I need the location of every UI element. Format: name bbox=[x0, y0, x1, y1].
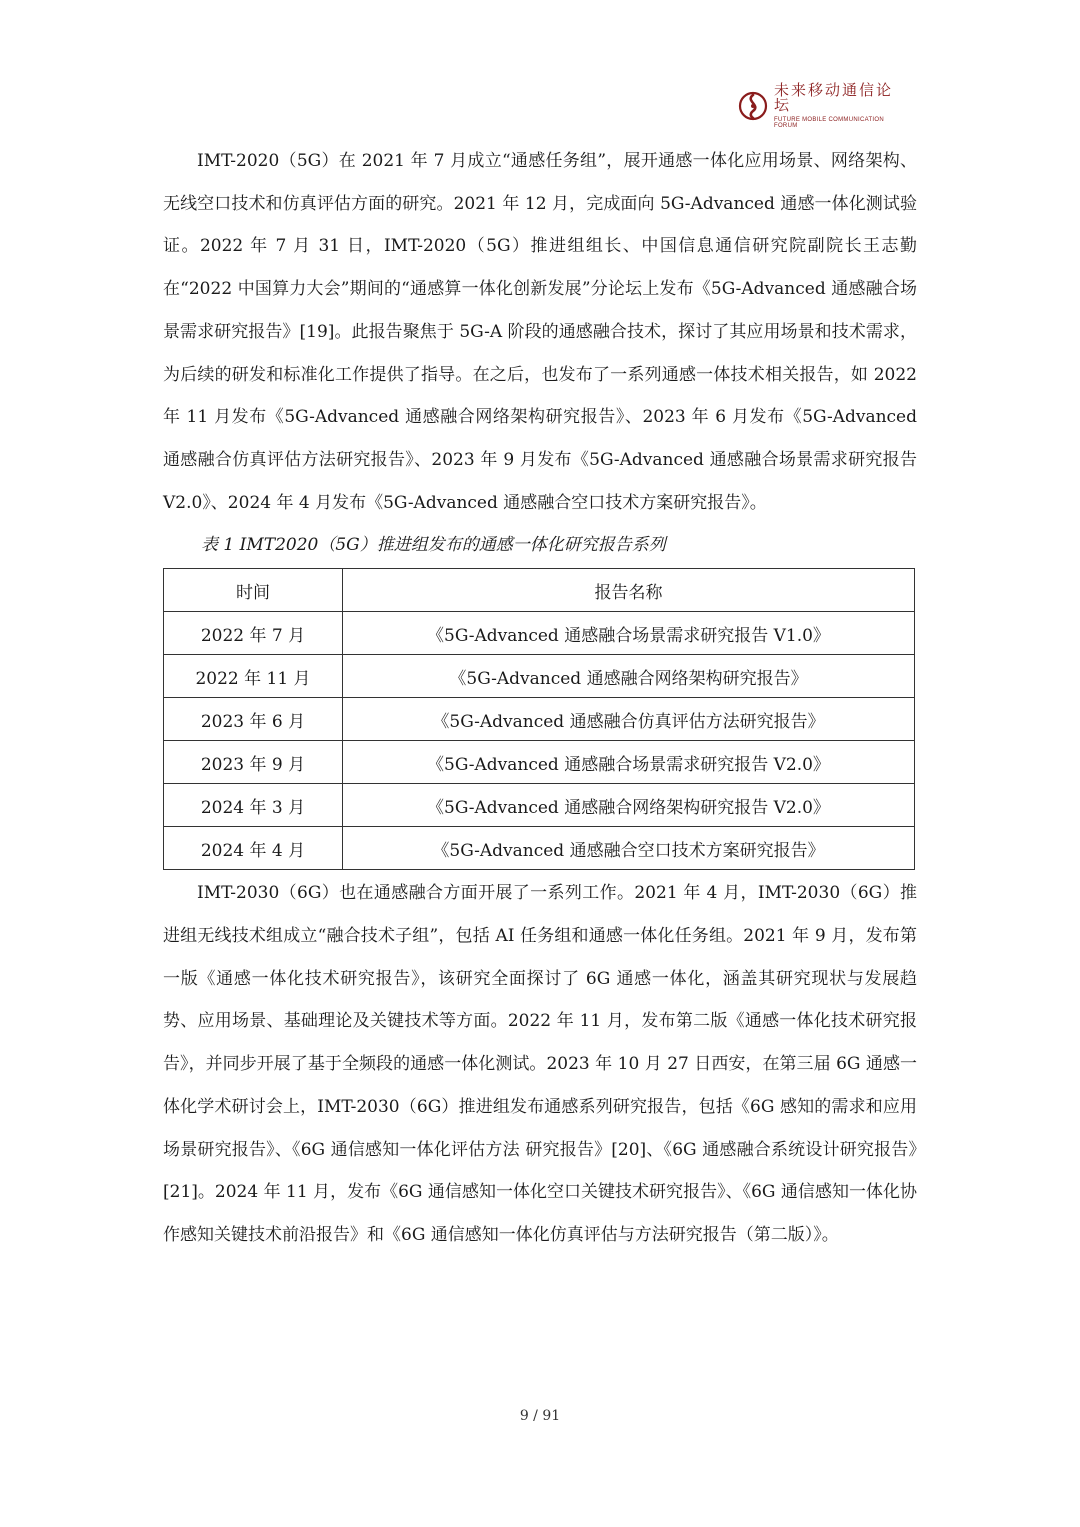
forum-logo-text bbox=[774, 83, 908, 129]
logo-english-name: FUTURE MOBILE COMMUNICATION FORUM bbox=[774, 117, 884, 129]
logo-chinese-name: 未来移动通信论坛 bbox=[774, 81, 894, 114]
cell-time: 2022 年 11 月 bbox=[164, 655, 343, 698]
forum-logo bbox=[738, 81, 908, 129]
table-row bbox=[164, 612, 915, 655]
cell-report-name: 《5G-Advanced 通感融合网络架构研究报告 V2.0》 bbox=[343, 784, 915, 827]
document-body bbox=[163, 140, 917, 1257]
table-row bbox=[164, 784, 915, 827]
cell-time: 2023 年 6 月 bbox=[164, 698, 343, 741]
paragraph-imt2020: IMT-2020（5G）在 2021 年 7 月成立“通感任务组”，展开通感一体化应用场景、网络架构、无线空口技术和仿真评估方面的研究。2021 年 12 月，完成面向 5G-Advanced 通感一体化测试验证。2022 年 7 月 31 日，IMT-2020（5G）推进组组长、中国信息通信研究院副院长王志勤在“2022 中国算力大会”期间的“通感算一体化创新发展”分论坛上发布《5G-Advanced 通感融合场景需求研究报告》[19]。此报告聚焦于 5G-A 阶段的通感融合技术，探讨了其应用场景和技术需求，为后续的研发和标准化工作提供了指导。在之后，也发布了一系列通感一体技术相关报告，如 2022 年 11 月发布《5G-Advanced 通感融合网络架构研究报告》、2023 年 6 月发布《5G-Advanced 通感融合仿真评估方法研究报告》、2023 年 9 月发布《5G-Advanced 通感融合场景需求研究报告 V2.0》、2024 年 4 月发布《5G-Advanced 通感融合空口技术方案研究报告》。 bbox=[163, 151, 917, 513]
header-time: 时间 bbox=[164, 569, 343, 612]
cell-report-name: 《5G-Advanced 通感融合空口技术方案研究报告》 bbox=[343, 827, 915, 870]
cell-report-name: 《5G-Advanced 通感融合网络架构研究报告》 bbox=[343, 655, 915, 698]
table-row bbox=[164, 827, 915, 870]
header-report-name: 报告名称 bbox=[343, 569, 915, 612]
cell-time: 2024 年 4 月 bbox=[164, 827, 343, 870]
table-header-row bbox=[164, 569, 915, 612]
report-table bbox=[163, 568, 915, 870]
table-row bbox=[164, 698, 915, 741]
table-row bbox=[164, 655, 915, 698]
table-row bbox=[164, 741, 915, 784]
forum-logo-icon bbox=[738, 91, 768, 121]
cell-report-name: 《5G-Advanced 通感融合场景需求研究报告 V2.0》 bbox=[343, 741, 915, 784]
page-number: 9 / 91 bbox=[519, 1408, 561, 1424]
cell-time: 2024 年 3 月 bbox=[164, 784, 343, 827]
table-caption: 表 1 IMT2020（5G）推进组发布的通感一体化研究报告系列 bbox=[201, 535, 666, 556]
paragraph-imt2030: IMT-2030（6G）也在通感融合方面开展了一系列工作。2021 年 4 月，IMT-2030（6G）推进组无线技术组成立“融合技术子组”，包括 AI 任务组和通感一体化任务组。2021 年 9 月，发布第一版《通感一体化技术研究报告》，该研究全面探讨了 6G 通感一体化，涵盖其研究现状与发展趋势、应用场景、基础理论及关键技术等方面。2022 年 11 月，发布第二版《通感一体化技术研究报告》，并同步开展了基于全频段的通感一体化测试。2023 年 10 月 27 日西安，在第三届 6G 通感一体化学术研讨会上，IMT-2030（6G）推进组发布通感系列研究报告，包括《6G 感知的需求和应用场景研究报告》、《6G 通信感知一体化评估方法 研究报告》[20]、《6G 通感融合系统设计研究报告》[21]。2024 年 11 月，发布《6G 通信感知一体化空口关键技术研究报告》、《6G 通信感知一体化协作感知关键技术前沿报告》和《6G 通信感知一体化仿真评估与方法研究报告（第二版）》。 bbox=[163, 883, 917, 1245]
cell-report-name: 《5G-Advanced 通感融合场景需求研究报告 V1.0》 bbox=[343, 612, 915, 655]
cell-time: 2023 年 9 月 bbox=[164, 741, 343, 784]
cell-report-name: 《5G-Advanced 通感融合仿真评估方法研究报告》 bbox=[343, 698, 915, 741]
cell-time: 2022 年 7 月 bbox=[164, 612, 343, 655]
